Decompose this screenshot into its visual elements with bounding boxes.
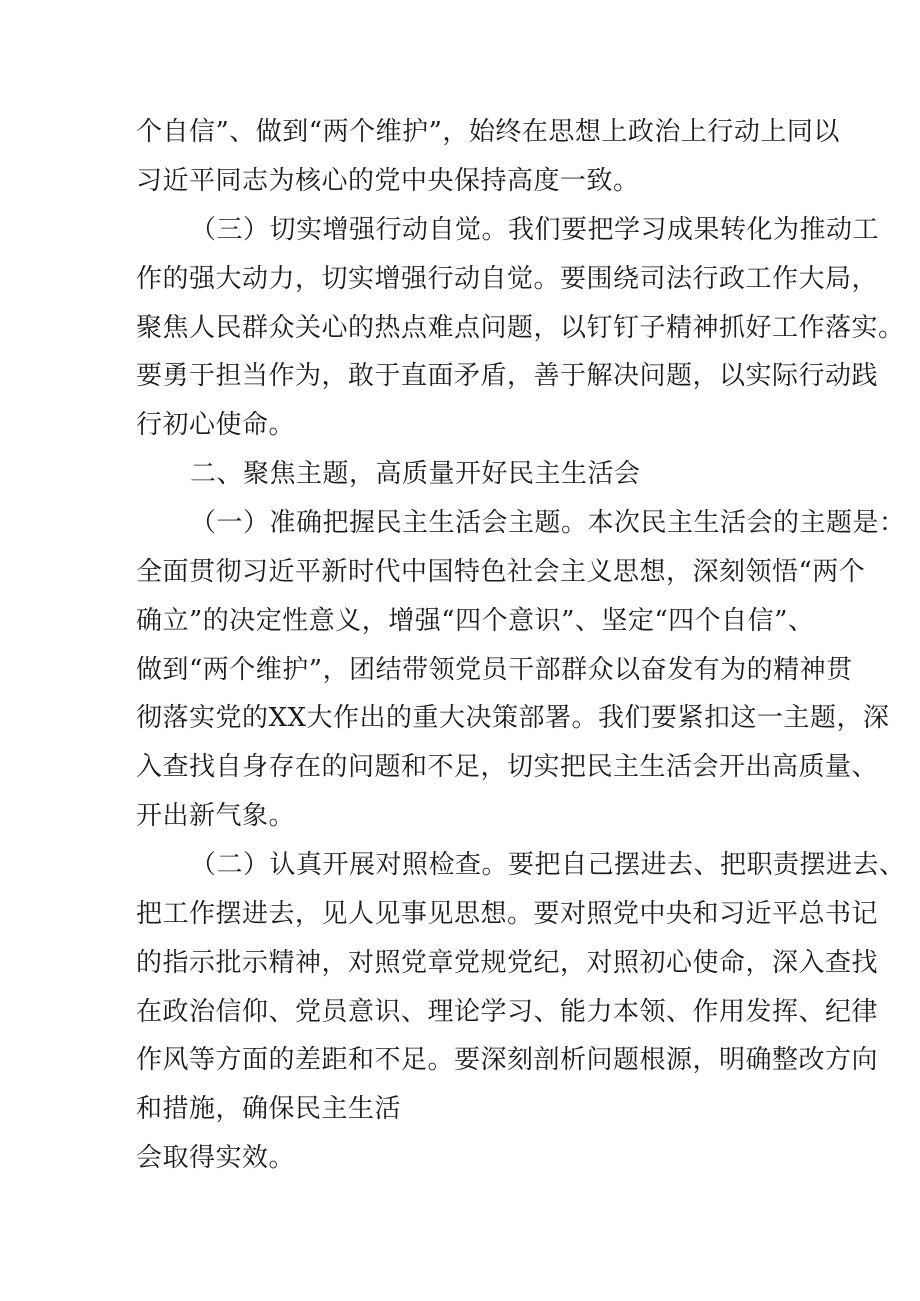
text-line: 把工作摆进去，见人见事见思想。要对照党中央和习近平总书记 [136,899,879,929]
text-line: 要勇于担当作为，敢于直面矛盾，善于解决问题，以实际行动践 [136,361,879,391]
paragraph-heading: （三）切实增强行动自觉。我们要把学习成果转化为推动工 [190,215,880,245]
text-line: 会取得实效。 [136,1143,296,1173]
text-line: 彻落实党的XX大作出的重大决策部署。我们要紧扣这一主题，深 [136,703,890,733]
text-line: 入查找自身存在的问题和不足，切实把民主生活会开出高质量、 [136,752,879,782]
text-line: 习近平同志为核心的党中央保持高度一致。 [136,166,640,196]
text-line: 做到“两个维护”，团结带领党员干部群众以奋发有为的精神贯 [136,655,853,685]
text-line: 作风等方面的差距和不足。要深刻剖析问题根源，明确整改方向 [136,1045,879,1075]
paragraph-heading: （一）准确把握民主生活会主题。本次民主生活会的主题是： [190,508,906,538]
text-line: 聚焦人民群众关心的热点难点问题，以钉钉子精神抓好工作落实。 [136,313,905,343]
text-line: 在政治信仰、党员意识、理论学习、能力本领、作用发挥、纪律 [136,997,879,1027]
paragraph-heading: （二）认真开展对照检查。要把自己摆进去、把职责摆进去、 [190,850,906,880]
text-line: 开出新气象。 [136,801,296,831]
text-line: 行初心使命。 [136,410,296,440]
text-line: 全面贯彻习近平新时代中国特色社会主义思想，深刻领悟“两个 [136,557,866,587]
section-heading: 二、聚焦主题，高质量开好民主生活会 [190,459,641,489]
text-line: 的指示批示精神，对照党章党规党纪，对照初心使命，深入查找 [136,948,879,978]
text-line: 个自信”、做到“两个维护”，始终在思想上政治上行动上同以 [136,117,840,147]
text-line: 确立”的决定性意义，增强“四个意识”、坚定“四个自信”、 [136,606,815,636]
text-line: 和措施，确保民主生活 [136,1094,402,1124]
text-line: 作的强大动力，切实增强行动自觉。要围绕司法行政工作大局， [136,264,879,294]
